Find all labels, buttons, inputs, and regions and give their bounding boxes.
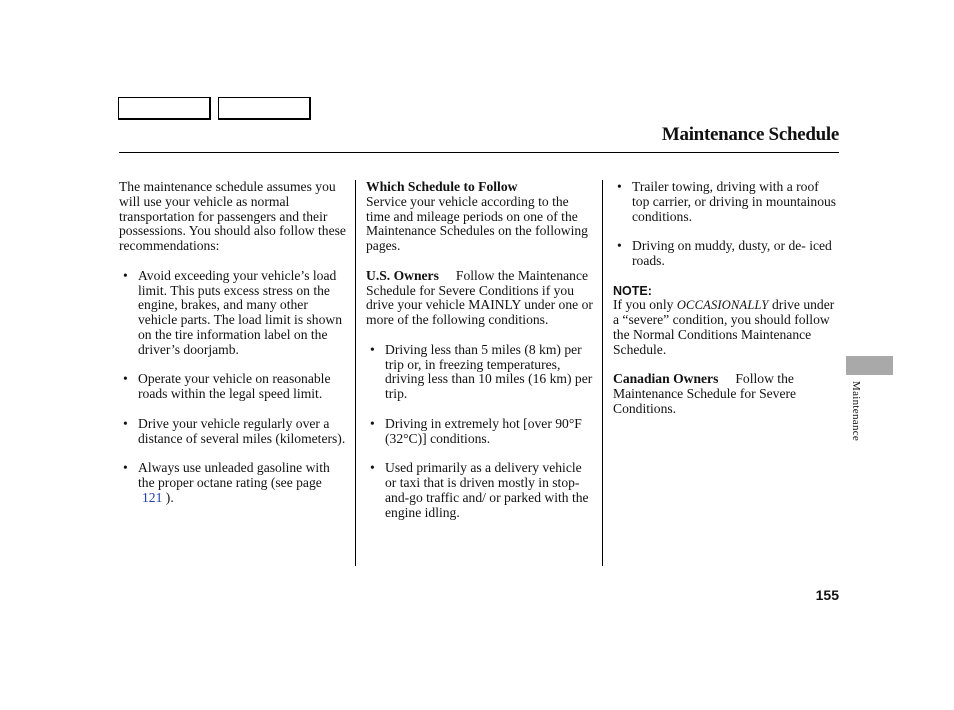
section-paragraph: Service your vehicle according to the time and mileage periods on one of the Maintenance Schedules on the following pages. [366, 193, 588, 254]
list-item: • Always use unleaded gasoline with the proper octane rating (see page 121 ). [123, 460, 330, 505]
section-tab-label: Maintenance [850, 381, 862, 442]
canadian-owners-paragraph: Canadian Owners Follow the Maintenance Schedule for Severe Conditions. [613, 371, 797, 416]
section-heading: Which Schedule to Follow [366, 179, 518, 194]
column-middle [366, 180, 594, 520]
us-owners-heading: U.S. Owners [366, 267, 439, 283]
note-paragraph: If you only OCCASIONALLY drive under a “severe” condition, you should follow the Normal Conditions Maintenance Schedule. [613, 297, 835, 357]
list-item: • Trailer towing, driving with a roof top carrier, or driving in mountainous conditions. [617, 179, 837, 224]
intro-paragraph: The maintenance schedule assumes you will use your vehicle as normal transportation for passengers and their possessions. You should also follow these recommendations: [119, 179, 346, 254]
column-divider [602, 180, 603, 566]
page-link-121[interactable]: 121 [142, 489, 163, 505]
list-item: • Driving on muddy, dusty, or de- iced roads. [617, 238, 832, 268]
nav-button-next[interactable] [218, 97, 311, 120]
list-item: • Avoid exceeding your vehicle’s load limit. This puts excess stress on the engine, brakes, and many other vehicle parts. The load limit is shown on the tire information label on the driver’s doorjamb. [123, 267, 342, 357]
list-item: • Operate your vehicle on reasonable roads within the legal speed limit. [123, 371, 331, 402]
title-rule [119, 152, 839, 153]
column-left [119, 180, 347, 506]
list-item: • Drive your vehicle regularly over a distance of several miles (kilometers). [123, 415, 346, 446]
list-item: • Driving in extremely hot [over 90°F (32°C)] conditions. [370, 415, 582, 446]
canadian-owners-heading: Canadian Owners [613, 371, 719, 387]
list-item: • Driving less than 5 miles (8 km) per trip or, in freezing temperatures, driving less than 10 miles (16 km) per trip. [370, 341, 593, 402]
us-owners-paragraph: U.S. Owners Follow the Maintenance Schedule for Severe Conditions if you drive your vehicle MAINLY under one or more of the following conditions. [366, 267, 593, 328]
column-divider [355, 180, 356, 566]
page-number: 155 [815, 587, 839, 603]
note-label: NOTE: [613, 283, 652, 298]
note-emphasis: OCCASIONALLY [676, 298, 769, 313]
nav-button-previous[interactable] [118, 97, 211, 120]
page-title: Maintenance Schedule [661, 124, 839, 145]
column-right [613, 180, 839, 417]
section-tab[interactable] [846, 356, 893, 375]
list-item: • Used primarily as a delivery vehicle or taxi that is driven mostly in stop-and-go traffic and/ or parked with the engine idling. [370, 460, 589, 520]
